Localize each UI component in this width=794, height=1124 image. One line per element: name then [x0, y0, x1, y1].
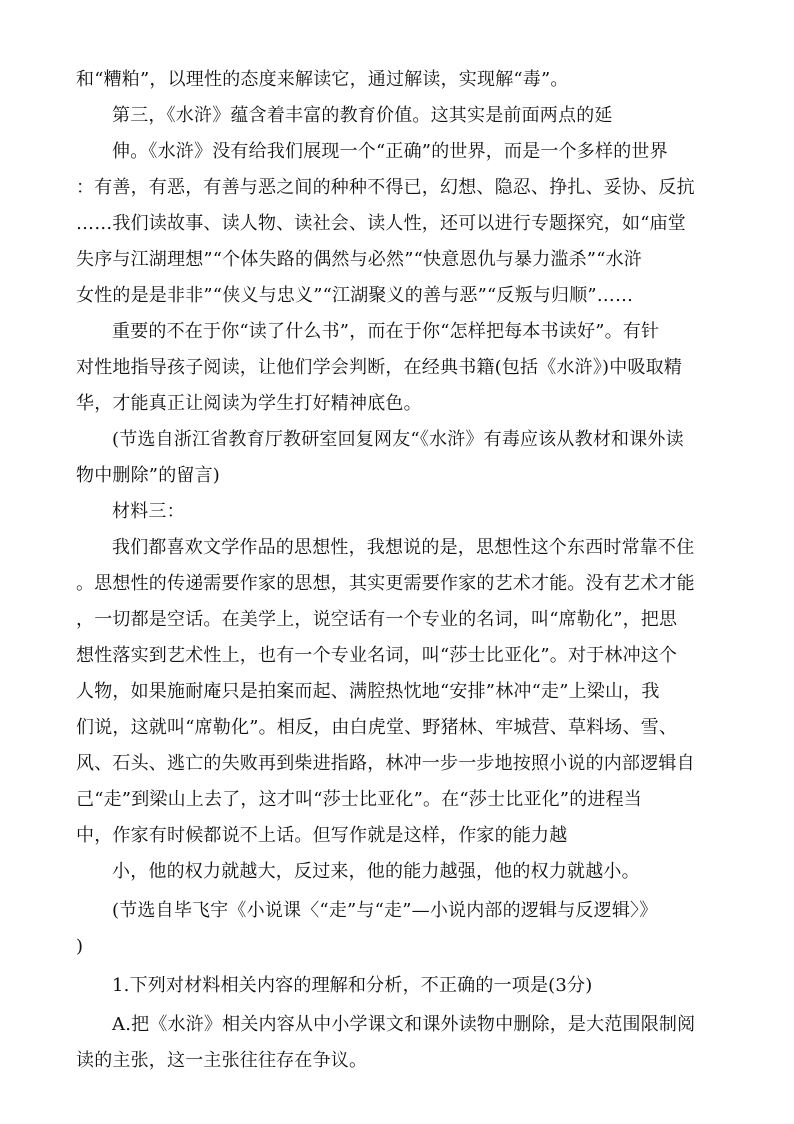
paragraph-start-line: 第三，《水浒》蕴含着丰富的教育价值。这其实是前面两点的延	[112, 105, 613, 126]
text-line: 想性落实到艺术性上，也有一个专业名词，叫“莎士比亚化”。对于林冲这个	[76, 645, 678, 666]
paragraph-start-line: 我们都喜欢文学作品的思想性，我想说的是，思想性这个东西时常靠不住	[112, 537, 695, 558]
text-line: 女性的是是非非”“侠义与忠义”“江湖聚义的善与恶”“反叛与归顺”……	[76, 285, 634, 306]
text-line: 人物，如果施耐庵只是拍案而起、满腔热忱地“安排”林冲“走”上梁山，我	[76, 681, 660, 702]
text-line: 伸。《水浒》没有给我们展现一个“正确”的世界，而是一个多样的世界	[112, 141, 668, 162]
text-line: 。思想性的传递需要作家的思想，其实更需要作家的艺术才能。没有艺术才能	[76, 573, 695, 594]
text-line: 对性地指导孩子阅读，让他们学会判断，在经典书籍(包括《水浒》)中吸取精	[76, 357, 683, 378]
source-citation-line: (节选自浙江省教育厅教研室回复网友“《水浒》有毒应该从教材和课外读	[112, 429, 684, 450]
text-line: 风、石头、逃亡的失败再到柴进指路，林冲一步一步地按照小说的内部逻辑自	[76, 753, 695, 774]
source-citation-line: (节选自毕飞宇《小说课〈“走”与“走”—小说内部的逻辑与反逻辑〉》	[112, 900, 658, 921]
question-stem: 1.下列对材料相关内容的理解和分析，不正确的一项是(3分)	[112, 975, 593, 996]
text-line: 小，他的权力就越大，反过来，他的能力越强，他的权力就越小。	[112, 861, 640, 882]
text-line: 中，作家有时候都说不上话。但写作就是这样，作家的能力越	[76, 825, 568, 846]
text-line: 华，才能真正让阅读为学生打好精神底色。	[76, 393, 422, 414]
text-line: 己“走”到梁山上去了，这才叫“莎士比亚化”。在“莎士比亚化”的进程当	[76, 789, 643, 810]
source-citation-line: )	[76, 936, 84, 957]
text-line: 和“糟粕”，以理性的态度来解读它，通过解读，实现解“毒”。	[76, 69, 569, 90]
text-line: ……我们读故事、读人物、读社会、读人性，还可以进行专题探究，如“庙堂	[76, 213, 686, 234]
paragraph-start-line: 重要的不在于你“读了什么书”，而在于你“怎样把每本书读好”。有针	[112, 321, 660, 342]
text-line: ，一切都是空话。在美学上，说空话有一个专业的名词，叫“席勒化”，把思	[76, 609, 678, 630]
text-line: 们说，这就叫“席勒化”。相反，由白虎堂、野猪林、牢城营、草料场、雪、	[76, 717, 678, 738]
source-citation-line: 物中删除”的留言)	[76, 465, 221, 486]
option-a-line: A.把《水浒》相关内容从中小学课文和课外读物中删除，是大范围限制阅	[112, 1014, 696, 1035]
text-line: 失序与江湖理想”“个体失路的偶然与必然”“快意恩仇与暴力滥杀”“水浒	[76, 249, 643, 270]
section-heading: 材料三：	[112, 501, 185, 522]
option-a-line: 读的主张，这一主张往往存在争议。	[76, 1050, 368, 1071]
text-line: ：有善，有恶，有善与恶之间的种种不得已，幻想、隐忍、挣扎、妥协、反抗	[76, 177, 695, 198]
